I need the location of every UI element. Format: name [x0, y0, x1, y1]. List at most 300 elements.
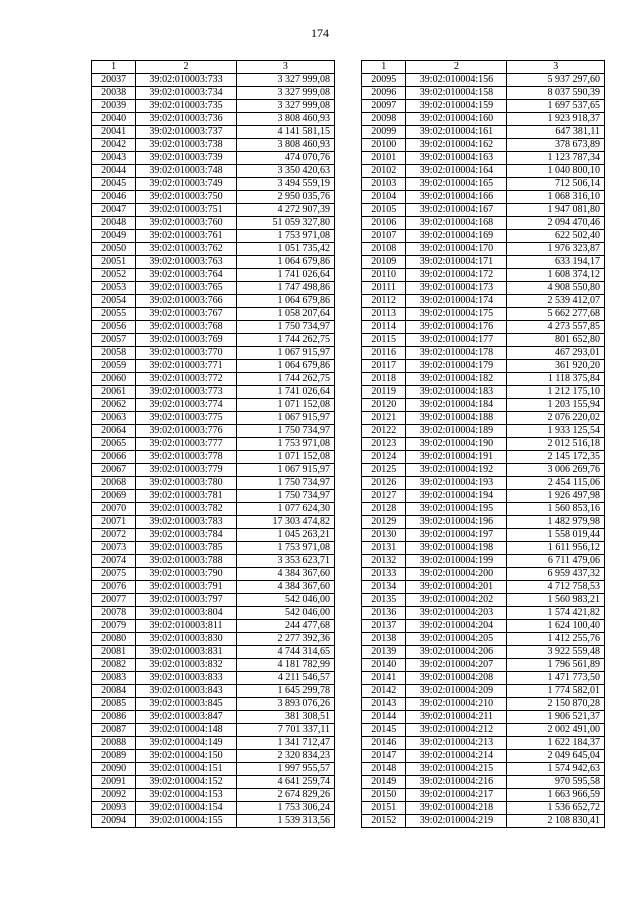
table-row [92, 139, 335, 152]
table-row [92, 763, 335, 776]
value-cell: 1 482 979,98 [507, 516, 605, 529]
cadastral-id-cell: 39:02:010003:847 [136, 711, 237, 724]
table-row [92, 113, 335, 126]
row-number-cell: 20143 [362, 698, 406, 711]
value-cell: 1 753 971,08 [236, 438, 334, 451]
cadastral-id-cell: 39:02:010003:773 [136, 386, 237, 399]
table-row [362, 451, 605, 464]
value-cell: 542 046,00 [236, 607, 334, 620]
row-number-cell: 20086 [92, 711, 136, 724]
row-number-cell: 20121 [362, 412, 406, 425]
table-row [362, 74, 605, 87]
value-cell: 3 327 999,08 [236, 100, 334, 113]
row-number-cell: 20051 [92, 256, 136, 269]
row-number-cell: 20046 [92, 191, 136, 204]
table-row [92, 243, 335, 256]
value-cell: 2 539 412,07 [507, 295, 605, 308]
table-row [92, 594, 335, 607]
row-number-cell: 20117 [362, 360, 406, 373]
value-cell: 1 744 262,75 [236, 334, 334, 347]
value-cell: 1 750 734,97 [236, 425, 334, 438]
row-number-cell: 20048 [92, 217, 136, 230]
row-number-cell: 20097 [362, 100, 406, 113]
cadastral-id-cell: 39:02:010004:206 [406, 646, 507, 659]
table-row [362, 763, 605, 776]
value-cell: 1 560 853,16 [507, 503, 605, 516]
table-row [92, 490, 335, 503]
row-number-cell: 20070 [92, 503, 136, 516]
row-number-cell: 20110 [362, 269, 406, 282]
table-row [362, 633, 605, 646]
row-number-cell: 20061 [92, 386, 136, 399]
value-cell: 3 808 460,93 [236, 113, 334, 126]
row-number-cell: 20045 [92, 178, 136, 191]
table-row [92, 74, 335, 87]
row-number-cell: 20042 [92, 139, 136, 152]
row-number-cell: 20136 [362, 607, 406, 620]
row-number-cell: 20104 [362, 191, 406, 204]
row-number-cell: 20085 [92, 698, 136, 711]
cadastral-id-cell: 39:02:010003:843 [136, 685, 237, 698]
cadastral-id-cell: 39:02:010003:785 [136, 542, 237, 555]
value-cell: 1 203 155,94 [507, 399, 605, 412]
row-number-cell: 20103 [362, 178, 406, 191]
table-row [362, 178, 605, 191]
value-cell: 2 002 491,00 [507, 724, 605, 737]
table-row [362, 737, 605, 750]
value-cell: 1 068 316,10 [507, 191, 605, 204]
row-number-cell: 20088 [92, 737, 136, 750]
table-row [92, 451, 335, 464]
row-number-cell: 20152 [362, 815, 406, 828]
row-number-cell: 20109 [362, 256, 406, 269]
row-number-cell: 20144 [362, 711, 406, 724]
value-cell: 3 893 076,26 [236, 698, 334, 711]
cadastral-id-cell: 39:02:010004:203 [406, 607, 507, 620]
row-number-cell: 20089 [92, 750, 136, 763]
value-cell: 3 006 269,76 [507, 464, 605, 477]
row-number-cell: 20039 [92, 100, 136, 113]
cadastral-id-cell: 39:02:010003:739 [136, 152, 237, 165]
table-row [362, 165, 605, 178]
row-number-cell: 20037 [92, 74, 136, 87]
table-row [362, 113, 605, 126]
table-row [362, 503, 605, 516]
cadastral-id-cell: 39:02:010004:188 [406, 412, 507, 425]
value-cell: 8 037 590,39 [507, 87, 605, 100]
value-cell: 970 595,58 [507, 776, 605, 789]
cadastral-id-cell: 39:02:010004:149 [136, 737, 237, 750]
table-row [92, 555, 335, 568]
cadastral-id-cell: 39:02:010003:748 [136, 165, 237, 178]
table-row [362, 620, 605, 633]
table-row [362, 581, 605, 594]
value-cell: 1 536 652,72 [507, 802, 605, 815]
table-row [92, 815, 335, 828]
row-number-cell: 20093 [92, 802, 136, 815]
table-row [92, 217, 335, 230]
cadastral-id-cell: 39:02:010004:195 [406, 503, 507, 516]
row-number-cell: 20129 [362, 516, 406, 529]
row-number-cell: 20119 [362, 386, 406, 399]
value-cell: 633 194,17 [507, 256, 605, 269]
row-number-cell: 20066 [92, 451, 136, 464]
value-cell: 1 067 915,97 [236, 347, 334, 360]
cadastral-id-cell: 39:02:010004:148 [136, 724, 237, 737]
row-number-cell: 20137 [362, 620, 406, 633]
value-cell: 1 341 712,47 [236, 737, 334, 750]
row-number-cell: 20069 [92, 490, 136, 503]
table-row [92, 360, 335, 373]
table-row [362, 295, 605, 308]
row-number-cell: 20102 [362, 165, 406, 178]
row-number-cell: 20043 [92, 152, 136, 165]
cadastral-id-cell: 39:02:010004:155 [136, 815, 237, 828]
value-cell: 1 064 679,86 [236, 295, 334, 308]
cadastral-id-cell: 39:02:010004:162 [406, 139, 507, 152]
cadastral-id-cell: 39:02:010004:191 [406, 451, 507, 464]
table-row [362, 282, 605, 295]
cadastral-id-cell: 39:02:010004:218 [406, 802, 507, 815]
table-row [362, 243, 605, 256]
cadastral-id-cell: 39:02:010004:197 [406, 529, 507, 542]
cadastral-id-cell: 39:02:010003:777 [136, 438, 237, 451]
value-cell: 244 477,68 [236, 620, 334, 633]
header-cell-number: 1 [362, 61, 406, 74]
row-number-cell: 20106 [362, 217, 406, 230]
cadastral-id-cell: 39:02:010003:764 [136, 269, 237, 282]
value-cell: 361 920,20 [507, 360, 605, 373]
cadastral-id-cell: 39:02:010004:174 [406, 295, 507, 308]
cadastral-id-cell: 39:02:010003:791 [136, 581, 237, 594]
cadastral-id-cell: 39:02:010004:184 [406, 399, 507, 412]
value-cell: 1 747 498,86 [236, 282, 334, 295]
row-number-cell: 20111 [362, 282, 406, 295]
row-number-cell: 20115 [362, 334, 406, 347]
cadastral-id-cell: 39:02:010004:193 [406, 477, 507, 490]
header-cell-cadastral-id: 2 [136, 61, 237, 74]
row-number-cell: 20067 [92, 464, 136, 477]
row-number-cell: 20087 [92, 724, 136, 737]
row-number-cell: 20055 [92, 308, 136, 321]
table-row [92, 776, 335, 789]
row-number-cell: 20079 [92, 620, 136, 633]
row-number-cell: 20126 [362, 477, 406, 490]
row-number-cell: 20040 [92, 113, 136, 126]
row-number-cell: 20124 [362, 451, 406, 464]
row-number-cell: 20112 [362, 295, 406, 308]
left-table [91, 60, 335, 828]
table-row [92, 672, 335, 685]
value-cell: 378 673,89 [507, 139, 605, 152]
table-row [362, 750, 605, 763]
cadastral-id-cell: 39:02:010004:214 [406, 750, 507, 763]
table-row [362, 711, 605, 724]
table-row [92, 204, 335, 217]
cadastral-id-cell: 39:02:010003:760 [136, 217, 237, 230]
table-row [362, 776, 605, 789]
value-cell: 2 145 172,35 [507, 451, 605, 464]
table-row [362, 425, 605, 438]
cadastral-id-cell: 39:02:010003:767 [136, 308, 237, 321]
value-cell: 1 574 942,63 [507, 763, 605, 776]
value-cell: 1 697 537,65 [507, 100, 605, 113]
cadastral-id-cell: 39:02:010004:160 [406, 113, 507, 126]
row-number-cell: 20138 [362, 633, 406, 646]
value-cell: 381 308,51 [236, 711, 334, 724]
value-cell: 1 744 262,75 [236, 373, 334, 386]
row-number-cell: 20058 [92, 347, 136, 360]
row-number-cell: 20049 [92, 230, 136, 243]
value-cell: 3 327 999,08 [236, 87, 334, 100]
row-number-cell: 20122 [362, 425, 406, 438]
cadastral-id-cell: 39:02:010004:167 [406, 204, 507, 217]
value-cell: 542 046,00 [236, 594, 334, 607]
value-cell: 2 277 392,36 [236, 633, 334, 646]
value-cell: 1 753 971,08 [236, 542, 334, 555]
row-number-cell: 20134 [362, 581, 406, 594]
table-row [92, 477, 335, 490]
cadastral-id-cell: 39:02:010003:765 [136, 282, 237, 295]
value-cell: 1 926 497,98 [507, 490, 605, 503]
cadastral-id-cell: 39:02:010004:209 [406, 685, 507, 698]
row-number-cell: 20068 [92, 477, 136, 490]
table-row [362, 529, 605, 542]
value-cell: 474 070,76 [236, 152, 334, 165]
value-cell: 4 908 550,80 [507, 282, 605, 295]
header-cell-cadastral-id: 2 [406, 61, 507, 74]
value-cell: 1 051 735,42 [236, 243, 334, 256]
value-cell: 1 741 026,64 [236, 386, 334, 399]
cadastral-id-cell: 39:02:010003:783 [136, 516, 237, 529]
table-row [362, 646, 605, 659]
value-cell: 3 353 623,71 [236, 555, 334, 568]
value-cell: 1 067 915,97 [236, 464, 334, 477]
value-cell: 1 611 956,12 [507, 542, 605, 555]
value-cell: 6 959 437,32 [507, 568, 605, 581]
table-row [92, 438, 335, 451]
value-cell: 3 327 999,08 [236, 74, 334, 87]
cadastral-id-cell: 39:02:010004:153 [136, 789, 237, 802]
table-row [362, 386, 605, 399]
cadastral-id-cell: 39:02:010003:766 [136, 295, 237, 308]
row-number-cell: 20075 [92, 568, 136, 581]
row-number-cell: 20145 [362, 724, 406, 737]
cadastral-id-cell: 39:02:010003:769 [136, 334, 237, 347]
row-number-cell: 20150 [362, 789, 406, 802]
cadastral-id-cell: 39:02:010003:737 [136, 126, 237, 139]
value-cell: 2 150 870,28 [507, 698, 605, 711]
table-row [92, 87, 335, 100]
cadastral-id-cell: 39:02:010003:845 [136, 698, 237, 711]
row-number-cell: 20094 [92, 815, 136, 828]
table-row [92, 802, 335, 815]
table-row [92, 581, 335, 594]
table-row [362, 360, 605, 373]
value-cell: 1 064 679,86 [236, 256, 334, 269]
cadastral-id-cell: 39:02:010004:173 [406, 282, 507, 295]
row-number-cell: 20065 [92, 438, 136, 451]
row-number-cell: 20080 [92, 633, 136, 646]
value-cell: 3 350 420,63 [236, 165, 334, 178]
cadastral-id-cell: 39:02:010003:784 [136, 529, 237, 542]
row-number-cell: 20091 [92, 776, 136, 789]
value-cell: 1 741 026,64 [236, 269, 334, 282]
table-row [362, 321, 605, 334]
cadastral-id-cell: 39:02:010004:175 [406, 308, 507, 321]
value-cell: 1 947 081,80 [507, 204, 605, 217]
cadastral-id-cell: 39:02:010003:781 [136, 490, 237, 503]
table-row [92, 165, 335, 178]
row-number-cell: 20047 [92, 204, 136, 217]
table-row [92, 256, 335, 269]
row-number-cell: 20127 [362, 490, 406, 503]
value-cell: 1 067 915,97 [236, 412, 334, 425]
value-cell: 2 320 834,23 [236, 750, 334, 763]
value-cell: 1 118 375,84 [507, 373, 605, 386]
cadastral-id-cell: 39:02:010003:735 [136, 100, 237, 113]
cadastral-id-cell: 39:02:010004:159 [406, 100, 507, 113]
cadastral-id-cell: 39:02:010004:165 [406, 178, 507, 191]
row-number-cell: 20101 [362, 152, 406, 165]
row-number-cell: 20076 [92, 581, 136, 594]
value-cell: 1 906 521,37 [507, 711, 605, 724]
table-row [362, 217, 605, 230]
value-cell: 5 937 297,60 [507, 74, 605, 87]
table-row [362, 698, 605, 711]
cadastral-id-cell: 39:02:010004:204 [406, 620, 507, 633]
value-cell: 1 622 184,37 [507, 737, 605, 750]
cadastral-id-cell: 39:02:010004:161 [406, 126, 507, 139]
cadastral-id-cell: 39:02:010004:151 [136, 763, 237, 776]
table-row [362, 672, 605, 685]
cadastral-id-cell: 39:02:010003:750 [136, 191, 237, 204]
value-cell: 6 711 479,06 [507, 555, 605, 568]
row-number-cell: 20078 [92, 607, 136, 620]
value-cell: 1 976 323,87 [507, 243, 605, 256]
value-cell: 1 045 263,21 [236, 529, 334, 542]
table-row [362, 399, 605, 412]
cadastral-id-cell: 39:02:010004:168 [406, 217, 507, 230]
value-cell: 1 753 971,08 [236, 230, 334, 243]
table-row [92, 607, 335, 620]
value-cell: 712 506,14 [507, 178, 605, 191]
cadastral-id-cell: 39:02:010003:768 [136, 321, 237, 334]
cadastral-id-cell: 39:02:010004:199 [406, 555, 507, 568]
table-row [362, 334, 605, 347]
row-number-cell: 20092 [92, 789, 136, 802]
table-row [92, 373, 335, 386]
value-cell: 1 923 918,37 [507, 113, 605, 126]
cadastral-id-cell: 39:02:010003:734 [136, 87, 237, 100]
table-row [92, 334, 335, 347]
value-cell: 5 662 277,68 [507, 308, 605, 321]
table-row [362, 724, 605, 737]
table-row [362, 789, 605, 802]
row-number-cell: 20130 [362, 529, 406, 542]
value-cell: 1 624 100,40 [507, 620, 605, 633]
cadastral-id-cell: 39:02:010003:736 [136, 113, 237, 126]
cadastral-id-cell: 39:02:010003:780 [136, 477, 237, 490]
cadastral-id-cell: 39:02:010004:207 [406, 659, 507, 672]
cadastral-id-cell: 39:02:010004:189 [406, 425, 507, 438]
cadastral-id-cell: 39:02:010004:194 [406, 490, 507, 503]
value-cell: 1 071 152,08 [236, 451, 334, 464]
table-row [92, 516, 335, 529]
cadastral-id-cell: 39:02:010004:205 [406, 633, 507, 646]
row-number-cell: 20077 [92, 594, 136, 607]
table-row [92, 464, 335, 477]
value-cell: 4 384 367,60 [236, 568, 334, 581]
value-cell: 2 454 115,06 [507, 477, 605, 490]
value-cell: 1 608 374,12 [507, 269, 605, 282]
row-number-cell: 20147 [362, 750, 406, 763]
cadastral-id-cell: 39:02:010003:776 [136, 425, 237, 438]
row-number-cell: 20095 [362, 74, 406, 87]
value-cell: 4 211 546,57 [236, 672, 334, 685]
row-number-cell: 20131 [362, 542, 406, 555]
table-row [92, 282, 335, 295]
table-row [92, 308, 335, 321]
table-row [92, 633, 335, 646]
cadastral-id-cell: 39:02:010004:212 [406, 724, 507, 737]
cadastral-id-cell: 39:02:010004:201 [406, 581, 507, 594]
table-row [92, 737, 335, 750]
cadastral-id-cell: 39:02:010004:171 [406, 256, 507, 269]
table-row [362, 516, 605, 529]
cadastral-id-cell: 39:02:010004:216 [406, 776, 507, 789]
value-cell: 4 641 259,74 [236, 776, 334, 789]
row-number-cell: 20084 [92, 685, 136, 698]
table-row [362, 152, 605, 165]
cadastral-id-cell: 39:02:010004:213 [406, 737, 507, 750]
cadastral-id-cell: 39:02:010004:179 [406, 360, 507, 373]
cadastral-id-cell: 39:02:010003:804 [136, 607, 237, 620]
table-row [92, 269, 335, 282]
cadastral-id-cell: 39:02:010003:790 [136, 568, 237, 581]
row-number-cell: 20100 [362, 139, 406, 152]
row-number-cell: 20050 [92, 243, 136, 256]
table-row [362, 308, 605, 321]
cadastral-id-cell: 39:02:010004:154 [136, 802, 237, 815]
table-row [92, 347, 335, 360]
table-row [362, 607, 605, 620]
value-cell: 2 674 829,26 [236, 789, 334, 802]
cadastral-id-cell: 39:02:010003:830 [136, 633, 237, 646]
table-row [92, 126, 335, 139]
cadastral-id-cell: 39:02:010004:219 [406, 815, 507, 828]
row-number-cell: 20096 [362, 87, 406, 100]
table-row [92, 503, 335, 516]
cadastral-id-cell: 39:02:010003:772 [136, 373, 237, 386]
table-row [92, 685, 335, 698]
table-row [362, 555, 605, 568]
cadastral-id-cell: 39:02:010004:164 [406, 165, 507, 178]
row-number-cell: 20057 [92, 334, 136, 347]
table-row [362, 230, 605, 243]
header-row [362, 61, 605, 74]
cadastral-id-cell: 39:02:010004:166 [406, 191, 507, 204]
table-row [92, 230, 335, 243]
value-cell: 1 040 800,10 [507, 165, 605, 178]
row-number-cell: 20151 [362, 802, 406, 815]
value-cell: 51 059 327,80 [236, 217, 334, 230]
cadastral-id-cell: 39:02:010004:178 [406, 347, 507, 360]
row-number-cell: 20073 [92, 542, 136, 555]
row-number-cell: 20107 [362, 230, 406, 243]
value-cell: 801 652,80 [507, 334, 605, 347]
table-row [362, 139, 605, 152]
